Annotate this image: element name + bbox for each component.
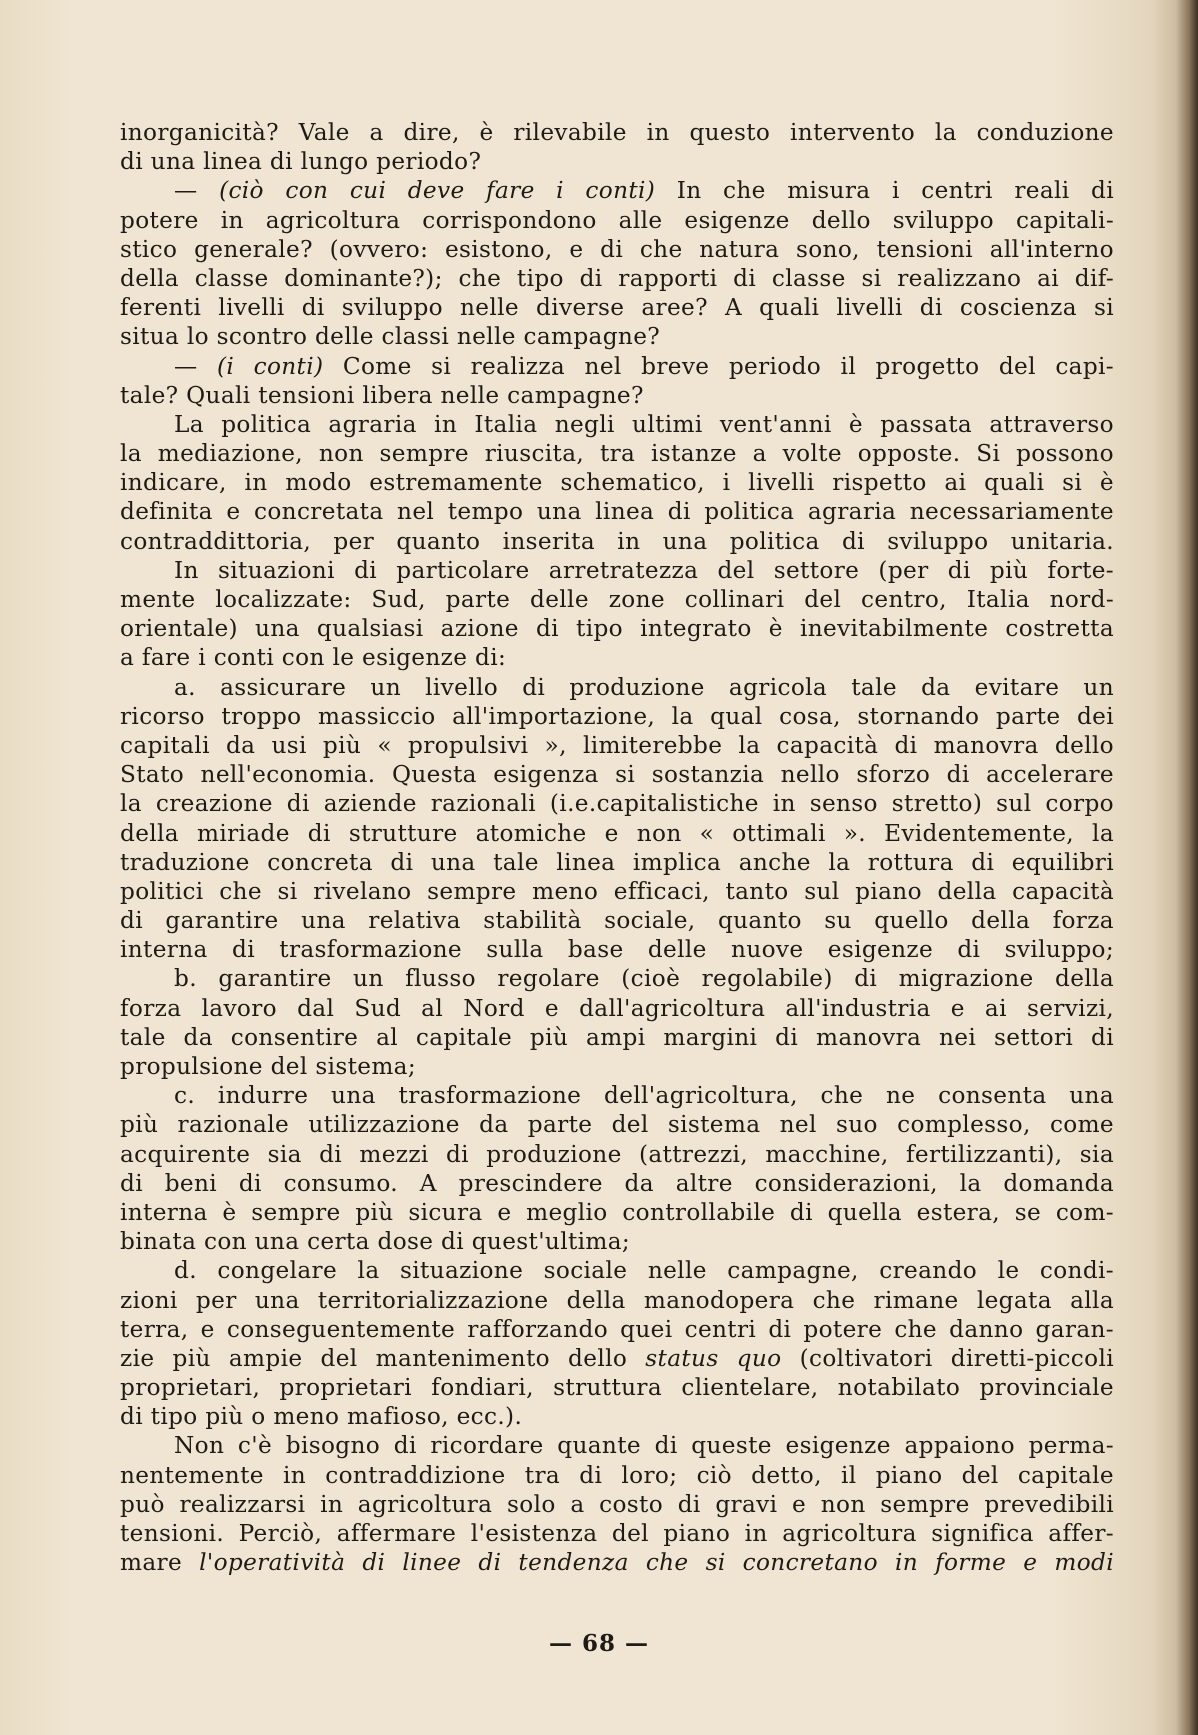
text-line bbox=[120, 964, 1114, 993]
text-line bbox=[120, 352, 1114, 381]
text-run: — bbox=[174, 177, 220, 205]
text-run: stico generale? (ovvero: esistono, e di che natura sono, tensioni all'interno bbox=[120, 235, 1114, 263]
text-line bbox=[120, 673, 1114, 702]
text-line bbox=[120, 147, 1114, 176]
text-run: acquirente sia di mezzi di produzione (attrezzi, macchine, fertilizzanti), sia bbox=[120, 1140, 1114, 1168]
text-line bbox=[120, 206, 1114, 235]
text-line bbox=[120, 731, 1114, 760]
text-run: la mediazione, non sempre riuscita, tra istanze a volte opposte. Si possono bbox=[120, 440, 1114, 468]
italic-text: (ciò con cui deve fare i conti) bbox=[219, 177, 656, 205]
text-run: indicare, in modo estremamente schematico, i livelli rispetto ai quali si è bbox=[120, 469, 1114, 497]
text-run: — bbox=[174, 352, 217, 380]
text-run: a fare i conti con le esigenze di: bbox=[120, 644, 507, 672]
text-run: b. garantire un flusso regolare (cioè regolabile) di migrazione della bbox=[174, 965, 1114, 993]
text-line bbox=[120, 585, 1114, 614]
text-run: tale da consentire al capitale più ampi margini di manovra nei settori di bbox=[120, 1023, 1114, 1051]
text-run: tale? Quali tensioni libera nelle campagne? bbox=[120, 381, 644, 409]
text-run: In situazioni di particolare arretratezza del settore (per di più forte- bbox=[174, 556, 1114, 584]
text-line bbox=[120, 1140, 1114, 1169]
text-run: orientale) una qualsiasi azione di tipo integrato è inevitabilmente costretta bbox=[120, 615, 1114, 643]
text-line bbox=[120, 556, 1114, 585]
text-line bbox=[120, 264, 1114, 293]
text-line bbox=[120, 322, 1114, 351]
text-run: propulsione del sistema; bbox=[120, 1053, 417, 1080]
text-line bbox=[120, 1198, 1114, 1227]
text-line bbox=[120, 410, 1114, 439]
text-run: capitali da usi più « propulsivi », limiterebbe la capacità di manovra dello bbox=[120, 731, 1114, 759]
text-line bbox=[120, 527, 1114, 556]
text-run: (coltivatori diretti-piccoli bbox=[781, 1344, 1114, 1372]
text-run: definita e concretata nel tempo una linea di politica agraria necessariamente bbox=[120, 498, 1114, 526]
text-line bbox=[120, 1461, 1114, 1490]
text-line bbox=[120, 614, 1114, 643]
text-line bbox=[120, 176, 1114, 205]
text-run: a. assicurare un livello di produzione agricola tale da evitare un bbox=[174, 673, 1114, 701]
text-line bbox=[120, 848, 1114, 877]
text-run: di garantire una relativa stabilità sociale, quanto su quello della forza bbox=[120, 907, 1114, 935]
text-run: binata con una certa dose di quest'ultima; bbox=[120, 1228, 631, 1256]
text-run: terra, e conseguentemente rafforzando quei centri di potere che danno garan- bbox=[120, 1315, 1114, 1343]
text-run: inorganicità? Vale a dire, è rilevabile in questo intervento la conduzione bbox=[120, 119, 1114, 146]
text-run: di una linea di lungo periodo? bbox=[120, 148, 482, 176]
italic-text: status quo bbox=[645, 1344, 782, 1372]
page-number: — 68 — bbox=[548, 1630, 650, 1657]
text-line bbox=[120, 381, 1114, 410]
text-run: politici che si rivelano sempre meno efficaci, tanto sul piano della capacità bbox=[120, 877, 1114, 905]
text-run: situa lo scontro delle classi nelle campagne? bbox=[120, 323, 661, 351]
text-run: mare bbox=[120, 1549, 200, 1577]
text-run: Stato nell'economia. Questa esigenza si sostanzia nello sforzo di accelerare bbox=[120, 761, 1114, 789]
text-run: Come si realizza nel breve periodo il progetto del capi- bbox=[323, 352, 1114, 380]
text-run: proprietari, proprietari fondiari, struttura clientelare, notabilato provinciale bbox=[120, 1374, 1114, 1402]
text-run: la creazione di aziende razionali (i.e.capitalistiche in senso stretto) sul corpo bbox=[120, 790, 1114, 818]
text-line bbox=[120, 789, 1114, 818]
text-run: In che misura i centri reali di bbox=[655, 177, 1114, 205]
text-line bbox=[120, 468, 1114, 497]
text-run: traduzione concreta di una tale linea implica anche la rottura di equilibri bbox=[120, 848, 1114, 876]
text-line bbox=[120, 702, 1114, 731]
text-line bbox=[120, 1315, 1114, 1344]
text-line bbox=[120, 439, 1114, 468]
text-line bbox=[120, 877, 1114, 906]
text-line bbox=[120, 819, 1114, 848]
text-line bbox=[120, 1052, 1114, 1081]
text-line bbox=[120, 293, 1114, 322]
text-run: di beni di consumo. A prescindere da altre considerazioni, la domanda bbox=[120, 1169, 1114, 1197]
text-run: della classe dominante?); che tipo di rapporti di classe si realizzano ai dif- bbox=[120, 264, 1114, 292]
text-run: più razionale utilizzazione da parte del sistema nel suo complesso, come bbox=[120, 1111, 1114, 1139]
text-run: della miriade di strutture atomiche e non « ottimali ». Evidentemente, la bbox=[120, 819, 1114, 847]
text-run: potere in agricoltura corrispondono alle esigenze dello sviluppo capitali- bbox=[120, 206, 1114, 234]
text-run: interna di trasformazione sulla base delle nuove esigenze di sviluppo; bbox=[120, 936, 1114, 964]
text-line bbox=[120, 935, 1114, 964]
text-run: forza lavoro dal Sud al Nord e dall'agricoltura all'industria e ai servizi, bbox=[120, 994, 1114, 1022]
text-line bbox=[120, 1431, 1114, 1460]
text-run: La politica agraria in Italia negli ultimi vent'anni è passata attraverso bbox=[174, 410, 1114, 438]
page-edge-shadow bbox=[1176, 0, 1198, 1735]
italic-text: l'operatività di linee di tendenza che si concretano in forme e modi bbox=[199, 1549, 1114, 1577]
text-line bbox=[120, 497, 1114, 526]
text-line bbox=[120, 1081, 1114, 1110]
text-run: c. indurre una trasformazione dell'agricoltura, che ne consenta una bbox=[174, 1082, 1114, 1110]
text-line bbox=[120, 1227, 1114, 1256]
text-run: tensioni. Perciò, affermare l'esistenza del piano in agricoltura significa affer- bbox=[120, 1520, 1114, 1547]
text-line bbox=[120, 1110, 1114, 1139]
text-line bbox=[120, 235, 1114, 264]
text-line bbox=[120, 1548, 1114, 1577]
text-run: contraddittoria, per quanto inserita in una politica di sviluppo unitaria. bbox=[120, 527, 1114, 555]
text-line bbox=[120, 760, 1114, 789]
text-line bbox=[120, 1256, 1114, 1285]
text-line bbox=[120, 643, 1114, 672]
text-run: nentemente in contraddizione tra di loro; ciò detto, il piano del capitale bbox=[120, 1461, 1114, 1489]
text-line bbox=[120, 906, 1114, 935]
text-run: può realizzarsi in agricoltura solo a costo di gravi e non sempre prevedibili bbox=[120, 1490, 1114, 1518]
text-run: Non c'è bisogno di ricordare quante di queste esigenze appaiono perma- bbox=[174, 1432, 1114, 1460]
text-line bbox=[120, 118, 1114, 147]
text-run: di tipo più o meno mafioso, ecc.). bbox=[120, 1403, 523, 1431]
text-run: d. congelare la situazione sociale nelle campagne, creando le condi- bbox=[174, 1257, 1114, 1285]
text-line bbox=[120, 1490, 1114, 1519]
text-run: ricorso troppo massiccio all'importazione, la qual cosa, stornando parte dei bbox=[120, 702, 1114, 730]
text-line bbox=[120, 1344, 1114, 1373]
text-run: zie più ampie del mantenimento dello bbox=[120, 1344, 646, 1372]
text-line bbox=[120, 1402, 1114, 1431]
text-run: interna è sempre più sicura e meglio controllabile di quella estera, se com- bbox=[120, 1198, 1114, 1226]
text-line bbox=[120, 1373, 1114, 1402]
italic-text: (i conti) bbox=[217, 352, 324, 380]
text-line bbox=[120, 994, 1114, 1023]
text-run: ferenti livelli di sviluppo nelle diverse aree? A quali livelli di coscienza si bbox=[120, 294, 1114, 322]
text-line bbox=[120, 1519, 1114, 1548]
text-line bbox=[120, 1169, 1114, 1198]
text-run: mente localizzate: Sud, parte delle zone collinari del centro, Italia nord- bbox=[120, 586, 1114, 613]
text-run: zioni per una territorializzazione della manodopera che rimane legata alla bbox=[120, 1286, 1114, 1314]
text-line bbox=[120, 1023, 1114, 1052]
body-text bbox=[120, 118, 1114, 1577]
text-line bbox=[120, 1286, 1114, 1315]
